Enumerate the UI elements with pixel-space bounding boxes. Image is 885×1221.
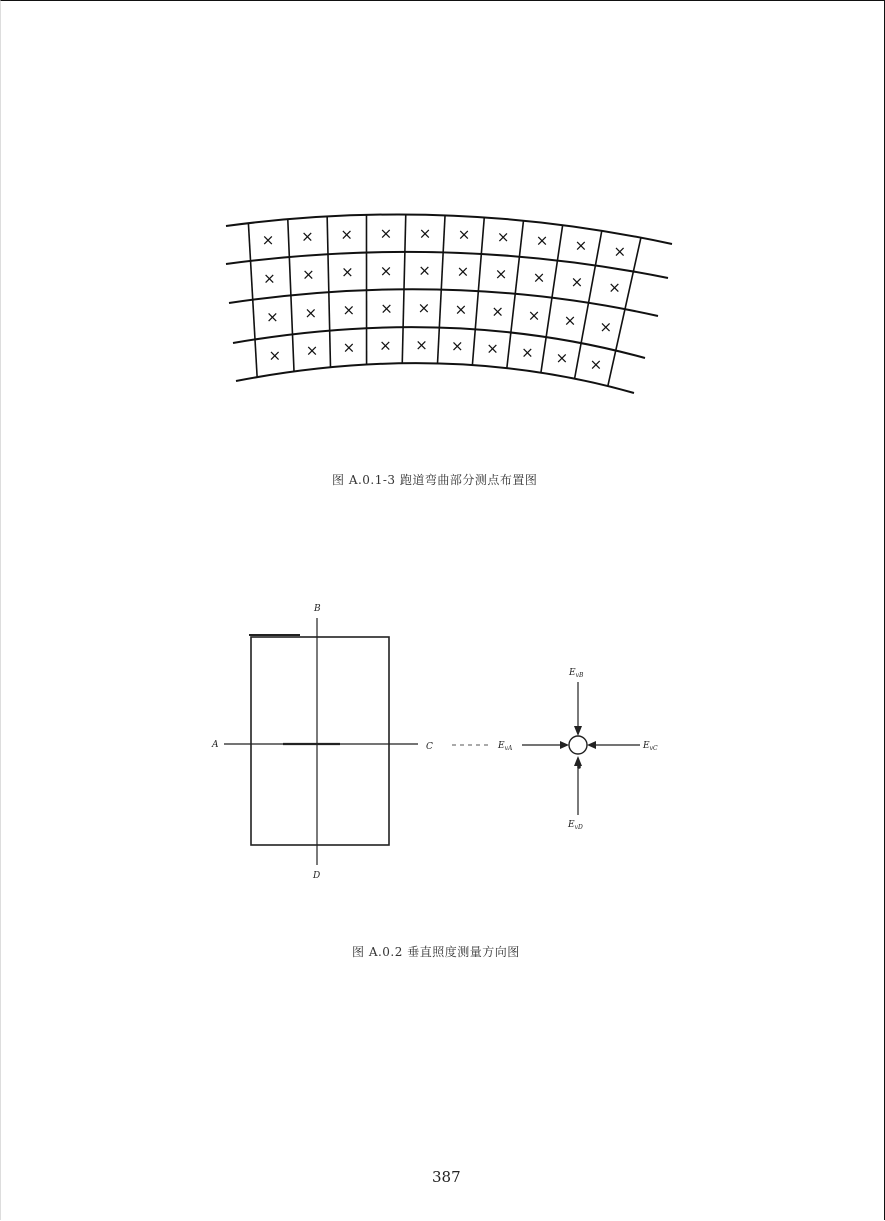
arrow-left-head: [560, 741, 569, 749]
arrow-bottom-dot: [577, 765, 581, 769]
measurement-point-marker: ×: [379, 261, 393, 280]
measurement-point-marker: ×: [574, 236, 588, 255]
measurement-point-marker: ×: [450, 337, 464, 356]
measurement-point-marker: ×: [301, 227, 314, 246]
measurement-point-marker: ×: [454, 300, 468, 319]
arrow-top-head: [574, 726, 582, 736]
measurement-point-marker: ×: [494, 264, 508, 283]
figure2-caption: 图 A.0.2 垂直照度测量方向图: [352, 945, 520, 959]
page-number: 387: [432, 1168, 461, 1186]
measurement-point-marker: ×: [415, 336, 428, 355]
measurement-point-marker: ×: [457, 225, 471, 244]
label-a: A: [212, 740, 219, 750]
measurement-point-marker: ×: [305, 341, 319, 360]
measurement-point-marker: ×: [268, 346, 282, 365]
measurement-point-marker: ×: [486, 339, 499, 358]
arrow-bottom-head: [574, 756, 582, 766]
measurement-point-marker: ×: [261, 231, 275, 250]
measurement-point-marker: ×: [266, 308, 279, 327]
measurement-point-marker: ×: [570, 272, 584, 291]
measurement-point-marker: ×: [417, 299, 431, 318]
measurement-point-marker: ×: [379, 336, 392, 355]
measurement-point-marker: ×: [535, 231, 549, 250]
measurement-point-marker: ×: [613, 242, 627, 261]
measurement-point-marker: ×: [532, 268, 546, 287]
measurement-point-marker: ×: [496, 228, 510, 247]
measurement-point-marker: ×: [418, 261, 431, 280]
measurement-point-marker: ×: [599, 317, 613, 336]
measurement-point-marker: ×: [379, 224, 393, 243]
measurement-point-marker: ×: [304, 303, 318, 322]
measurement-point-marker: ×: [563, 311, 577, 330]
label-c: C: [426, 742, 433, 752]
measurement-point-marker: ×: [418, 224, 432, 243]
measurement-point-marker: ×: [342, 301, 356, 320]
sensor-circle: [569, 736, 587, 754]
measurement-plane-rect: [251, 637, 389, 845]
measurement-point-marker: ×: [342, 338, 356, 357]
label-b: B: [314, 604, 321, 614]
measurement-point-marker: ×: [491, 302, 504, 321]
label-evc: $E_{vC}$: [643, 741, 658, 752]
figure1-caption: 图 A.0.1-3 跑道弯曲部分测点布置图: [332, 473, 538, 487]
label-eva: $E_{vA}$: [498, 741, 513, 752]
arrow-right-head: [587, 741, 596, 749]
measurement-point-marker: ×: [263, 269, 276, 288]
measurement-point-marker: ×: [589, 355, 603, 374]
measurement-point-marker: ×: [380, 299, 393, 318]
label-evd: $E_{vD}$: [568, 820, 583, 831]
measurement-point-marker: ×: [302, 265, 315, 284]
measurement-point-marker: ×: [340, 225, 353, 244]
label-evb: $E_{vB}$: [569, 668, 584, 679]
measurement-point-marker: ×: [527, 306, 541, 325]
measurement-point-marker: ×: [521, 343, 534, 362]
measurement-point-marker: ×: [608, 278, 621, 297]
label-d: D: [313, 871, 321, 881]
measurement-point-marker: ×: [456, 262, 470, 281]
measurement-point-marker: ×: [341, 263, 354, 282]
measurement-point-marker: ×: [555, 348, 569, 367]
